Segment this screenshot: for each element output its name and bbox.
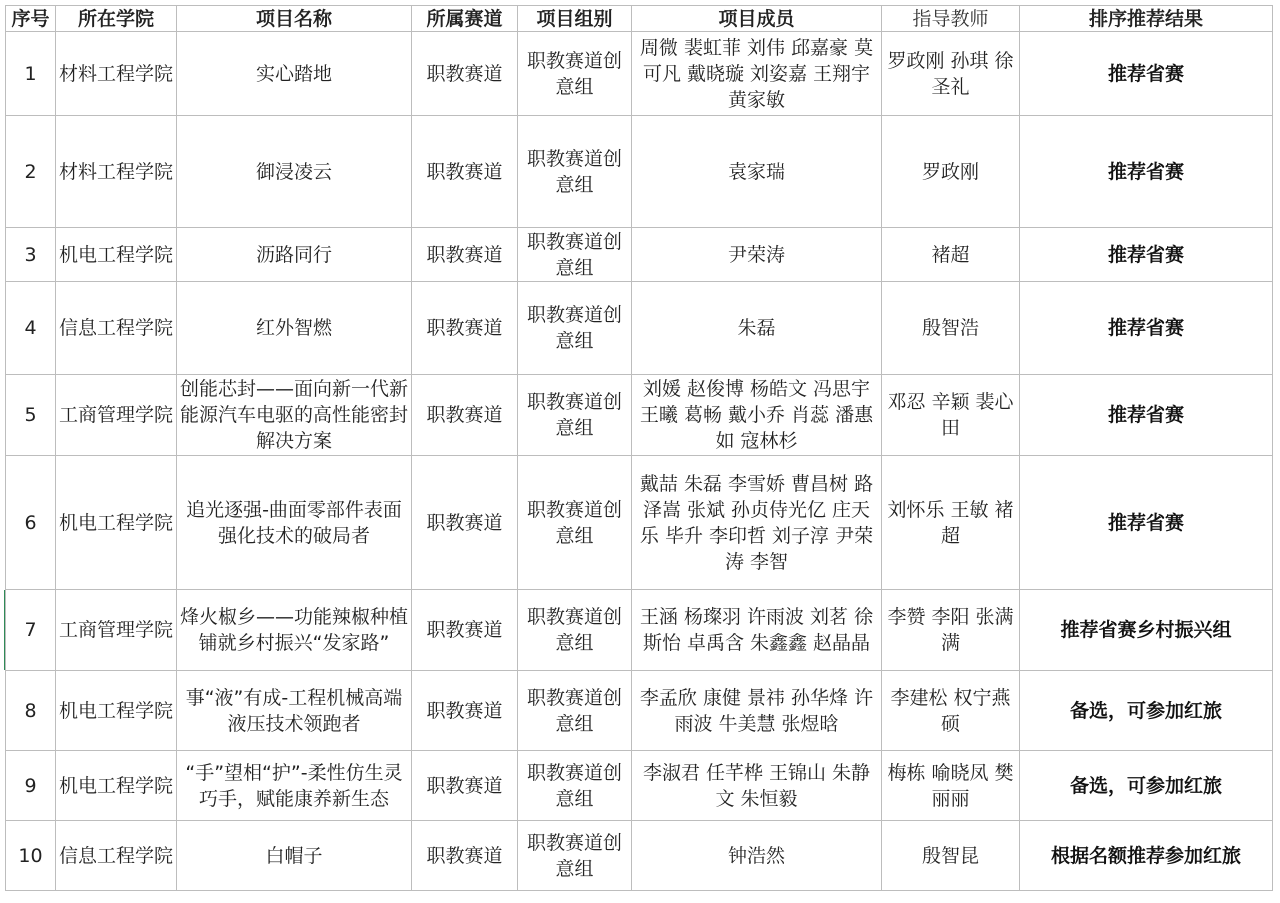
cell-index[interactable]: 6	[6, 456, 56, 590]
cell-result[interactable]: 推荐省赛	[1020, 375, 1273, 456]
cell-project[interactable]	[177, 751, 412, 821]
cell-advisor[interactable]: 殷智浩	[882, 282, 1020, 375]
cell-advisor[interactable]: 刘怀乐 王敏 褚超	[882, 456, 1020, 590]
header-index[interactable]: 序号	[6, 6, 56, 32]
cell-advisor[interactable]: 褚超	[882, 228, 1020, 282]
cell-index[interactable]: 4	[6, 282, 56, 375]
cell-track[interactable]: 职教赛道	[412, 32, 518, 116]
cell-project[interactable]: 追光逐强-曲面零部件表面强化技术的破局者	[177, 456, 412, 590]
header-row	[6, 6, 1273, 32]
cell-members[interactable]: 钟浩然	[632, 821, 882, 891]
cell-result[interactable]: 备选，可参加红旅	[1020, 671, 1273, 751]
cell-result[interactable]: 备选，可参加红旅	[1020, 751, 1273, 821]
cell-result[interactable]: 推荐省赛	[1020, 32, 1273, 116]
table-row	[6, 228, 1273, 282]
cell-track[interactable]: 职教赛道	[412, 751, 518, 821]
cell-project[interactable]: 白帽子	[177, 821, 412, 891]
cell-project[interactable]: 实心踏地	[177, 32, 412, 116]
table-row	[6, 282, 1273, 375]
cell-project[interactable]: 御浸凌云	[177, 116, 412, 228]
header-group[interactable]: 项目组别	[518, 6, 632, 32]
cell-index[interactable]: 8	[6, 671, 56, 751]
cell-track[interactable]: 职教赛道	[412, 821, 518, 891]
cell-college[interactable]: 材料工程学院	[56, 116, 177, 228]
header-track[interactable]: 所属赛道	[412, 6, 518, 32]
cell-members[interactable]: 戴喆 朱磊 李雪娇 曹昌树 路泽嵩 张斌 孙贞侍光亿 庄天乐 毕升 李印哲 刘子淳 尹荣涛 李智	[632, 456, 882, 590]
cell-group[interactable]: 职教赛道创意组	[518, 32, 632, 116]
cell-track[interactable]: 职教赛道	[412, 671, 518, 751]
header-college[interactable]: 所在学院	[56, 6, 177, 32]
cell-members[interactable]: 袁家瑞	[632, 116, 882, 228]
cell-college[interactable]: 信息工程学院	[56, 821, 177, 891]
cell-group[interactable]: 职教赛道创意组	[518, 116, 632, 228]
cell-index[interactable]: 3	[6, 228, 56, 282]
cell-advisor[interactable]: 李建松 权宁燕硕	[882, 671, 1020, 751]
cell-project[interactable]: 事“液”有成-工程机械高端液压技术领跑者	[177, 671, 412, 751]
cell-college[interactable]: 机电工程学院	[56, 228, 177, 282]
cell-group[interactable]: 职教赛道创意组	[518, 590, 632, 671]
cell-advisor[interactable]: 殷智昆	[882, 821, 1020, 891]
cell-advisor[interactable]: 李赞 李阳 张满满	[882, 590, 1020, 671]
cell-college[interactable]: 机电工程学院	[56, 671, 177, 751]
table-row	[6, 821, 1273, 891]
cell-group[interactable]: 职教赛道创意组	[518, 456, 632, 590]
header-project[interactable]: 项目名称	[177, 6, 412, 32]
cell-advisor[interactable]: 罗政刚	[882, 116, 1020, 228]
cell-advisor[interactable]: 梅栋 喻晓凤 樊丽丽	[882, 751, 1020, 821]
cell-members[interactable]: 尹荣涛	[632, 228, 882, 282]
cell-group[interactable]: 职教赛道创意组	[518, 751, 632, 821]
table-row	[6, 116, 1273, 228]
cell-college[interactable]: 工商管理学院	[56, 590, 177, 671]
cell-group[interactable]: 职教赛道创意组	[518, 671, 632, 751]
cell-group[interactable]: 职教赛道创意组	[518, 228, 632, 282]
cell-index[interactable]: 9	[6, 751, 56, 821]
table-row	[6, 671, 1273, 751]
cell-result[interactable]: 推荐省赛乡村振兴组	[1020, 590, 1273, 671]
project-table	[5, 5, 1273, 891]
table-row	[6, 590, 1273, 671]
cell-advisor[interactable]: 邓忍 辛颖 裴心田	[882, 375, 1020, 456]
table-row	[6, 375, 1273, 456]
cell-index[interactable]: 1	[6, 32, 56, 116]
cell-result[interactable]: 推荐省赛	[1020, 228, 1273, 282]
cell-group[interactable]: 职教赛道创意组	[518, 282, 632, 375]
cell-college[interactable]: 机电工程学院	[56, 751, 177, 821]
header-members[interactable]: 项目成员	[632, 6, 882, 32]
cell-members[interactable]: 刘媛 赵俊博 杨皓文 冯思宇 王曦 葛畅 戴小乔 肖蕊 潘惠如 寇林杉	[632, 375, 882, 456]
cell-index[interactable]: 7	[6, 590, 56, 671]
cell-members[interactable]: 李淑君 任芊桦 王锦山 朱静文 朱恒毅	[632, 751, 882, 821]
cell-project-text: “手”望相“护”-柔性仿生灵巧手，赋能康养新生态	[185, 761, 403, 810]
cell-members[interactable]: 李孟欣 康健 景祎 孙华烽 许雨波 牛美慧 张煜晗	[632, 671, 882, 751]
cell-track[interactable]: 职教赛道	[412, 456, 518, 590]
cell-advisor[interactable]: 罗政刚 孙琪 徐圣礼	[882, 32, 1020, 116]
cell-index[interactable]: 10	[6, 821, 56, 891]
cell-index[interactable]: 2	[6, 116, 56, 228]
cell-project[interactable]: 沥路同行	[177, 228, 412, 282]
header-advisor[interactable]: 指导教师	[882, 6, 1020, 32]
table-row	[6, 456, 1273, 590]
cell-project[interactable]: 红外智燃	[177, 282, 412, 375]
cell-track[interactable]: 职教赛道	[412, 116, 518, 228]
cell-track[interactable]: 职教赛道	[412, 282, 518, 375]
cell-group[interactable]: 职教赛道创意组	[518, 375, 632, 456]
cell-group[interactable]: 职教赛道创意组	[518, 821, 632, 891]
cell-track[interactable]: 职教赛道	[412, 590, 518, 671]
cell-result[interactable]: 根据名额推荐参加红旅	[1020, 821, 1273, 891]
cell-track[interactable]: 职教赛道	[412, 375, 518, 456]
cell-college[interactable]: 信息工程学院	[56, 282, 177, 375]
cell-members[interactable]: 王涵 杨璨羽 许雨波 刘茗 徐斯怡 卓禹含 朱鑫鑫 赵晶晶	[632, 590, 882, 671]
cell-college[interactable]: 机电工程学院	[56, 456, 177, 590]
cell-members[interactable]: 周微 裴虹菲 刘伟 邱嘉豪 莫可凡 戴晓璇 刘姿嘉 王翔宇 黄家敏	[632, 32, 882, 116]
cell-result[interactable]: 推荐省赛	[1020, 116, 1273, 228]
cell-members[interactable]: 朱磊	[632, 282, 882, 375]
header-result[interactable]: 排序推荐结果	[1020, 6, 1273, 32]
table-row	[6, 32, 1273, 116]
table-row	[6, 751, 1273, 821]
cell-result[interactable]: 推荐省赛	[1020, 282, 1273, 375]
cell-college[interactable]: 工商管理学院	[56, 375, 177, 456]
cell-index[interactable]: 5	[6, 375, 56, 456]
cell-project[interactable]: 烽火椒乡——功能辣椒种植铺就乡村振兴“发家路”	[177, 590, 412, 671]
cell-college[interactable]: 材料工程学院	[56, 32, 177, 116]
cell-project[interactable]: 创能芯封——面向新一代新能源汽车电驱的高性能密封解决方案	[177, 375, 412, 456]
cell-track[interactable]: 职教赛道	[412, 228, 518, 282]
cell-result[interactable]: 推荐省赛	[1020, 456, 1273, 590]
